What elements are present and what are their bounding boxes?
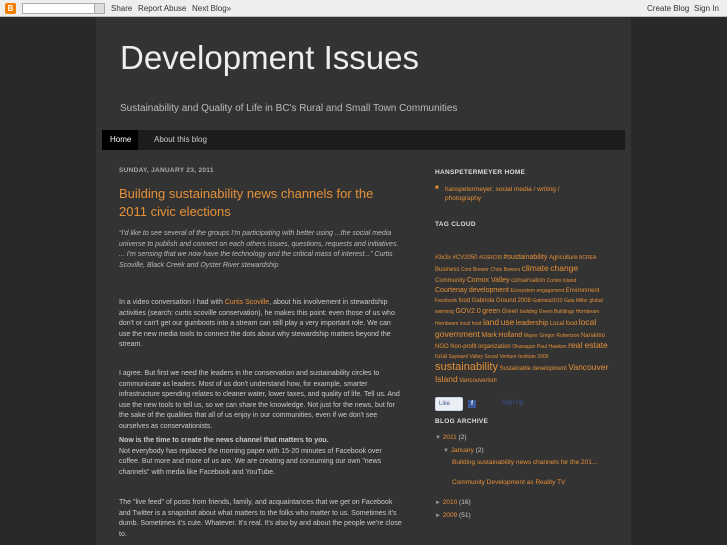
tag-link[interactable]: Ecosystem [510,288,535,295]
archive-month-january[interactable] [443,447,484,454]
blog-description: Sustainability and Quality of Life in BC's Rural and Small Town Communities [120,103,458,114]
archive-year-2011[interactable] [435,434,467,441]
tag-link[interactable]: Mark [481,331,497,339]
archive-year-label[interactable]: 2009 [442,512,458,519]
tag-link[interactable]: food [565,320,578,327]
tag-link[interactable]: Sayward [448,354,468,361]
tag-link[interactable]: land [482,316,500,327]
tag-link[interactable]: Gaia Miller [563,298,588,305]
tab-about[interactable]: About this blog [154,135,207,144]
tag-link[interactable]: development [532,365,567,372]
archive-count: (16) [459,499,471,506]
create-blog-link[interactable]: Create Blog [647,4,690,13]
archive-year-2010[interactable] [435,499,471,506]
tag-cloud [435,253,609,387]
tag-link[interactable]: Sustainable [499,365,531,372]
tag-link[interactable]: Island [562,277,577,284]
post-date: SUNDAY, JANUARY 23, 2011 [119,167,214,174]
quote-text: “I'd like to see several of the groups I'm participating with better using ...the social media universe to publish and connect on each others issues, questions, requests and initiatives. ... I'm sensing that we now have the technology and the critical mass of interest...” Curtis Scoville, Black Creek and Oyster River stewardship [119,230,399,269]
tag-link[interactable]: Vancouver Island [435,361,609,384]
post-paragraph-3 [119,436,404,478]
tag-link[interactable]: organization [478,344,511,351]
tag-link[interactable]: Paul [536,344,547,351]
tag-link[interactable]: Institute [518,354,536,361]
tag-link[interactable]: Nanaimo [580,332,605,339]
sidebar-home-item [435,185,595,203]
tag-link[interactable]: Courtenay [435,287,468,295]
archive-year-label[interactable]: 2010 [442,499,458,506]
hanspetermeyer-link[interactable]: hanspetermeyer: social media / writing / photography [445,186,560,202]
page-tabs [102,130,625,150]
p1-after: , about his involvement in stewardship activities (search: curtis scoville conservation), he makes this point: even those of us who don't or can't get our gumboots into a stream can still play a very important role. We can use the new media tools to connect the dots about why stewardship matters beyond the stream. [119,299,395,348]
tag-link[interactable]: Venture [499,354,517,361]
tag-link[interactable]: real estate [568,340,608,351]
tag-link[interactable]: Comox Valley [466,276,510,284]
post-paragraph-4: The "live feed" of posts from friends, family, and acquaintances that we get on Facebook and Twitter is a snapshot about what matters to the folks who matter to us. Sometimes it's dumb. Sometimes it's cute. Whatever. It's real. It's also by and about the people we're close to. [119,499,402,538]
search-input[interactable] [22,3,104,14]
tag-link[interactable]: Facebook [435,298,457,305]
blogger-navbar [0,0,727,17]
expand-down-icon[interactable]: ▼ [435,435,441,441]
tag-link[interactable]: conservation [511,277,546,284]
post-paragraph-1 [119,298,404,351]
archive-count: (2) [475,447,484,454]
tag-link[interactable]: Ground [495,298,516,305]
sidebar-home-heading [435,169,615,176]
tag-link[interactable]: change [550,262,579,273]
archive-year-2009[interactable] [435,512,471,519]
tag-link[interactable]: development [468,287,509,295]
tag-link[interactable]: Agriculture [548,255,578,261]
share-link[interactable]: Share [111,4,133,13]
tag-link[interactable]: local [459,320,471,327]
tag-link[interactable]: Chris [490,266,503,273]
tag-link[interactable]: #3x3x [435,255,452,261]
tag-link[interactable]: Social [484,354,498,361]
tag-link[interactable]: sustainability [435,360,498,373]
expand-right-icon[interactable]: ► [435,513,441,519]
tag-link[interactable]: Bowers [503,266,521,273]
tag-link[interactable]: Cont [460,266,472,273]
search-button[interactable] [94,3,105,14]
tag-link[interactable]: Gregor [539,332,555,339]
tag-link[interactable]: engagement [536,288,565,295]
next-blog-link[interactable]: Next Blog» [192,4,232,13]
archive-count: (2) [458,434,467,441]
post-title[interactable]: Building sustainability news channels for the 2011 civic elections [119,186,374,219]
tag-link[interactable]: #sustainability [503,254,548,261]
curtis-scoville-link[interactable]: Curtis Scoville [224,299,270,306]
blog-title[interactable]: Development Issues [120,39,419,76]
tag-link[interactable]: Green [501,308,519,315]
tag-link[interactable]: GOV2.0 [455,307,481,315]
tag-link[interactable]: food [458,298,471,305]
tab-home[interactable]: Home [102,130,138,150]
archive-month-label[interactable]: January [450,447,474,454]
tag-link[interactable]: Community [435,277,466,284]
tag-link[interactable]: Hornbeam [435,320,459,327]
p3-body: Not everybody has replaced the morning paper with 15-20 minutes of Facebook over coffee. But more and more of us are. We are creating and consuming our own "news channels" with media like Facebook and YouTube. [119,447,382,476]
tag-link[interactable]: Business [435,266,460,273]
tag-link[interactable]: use [500,316,515,327]
bullet-icon: ■ [435,185,439,191]
blog-outer [96,17,631,545]
tag-link[interactable]: global warming [435,298,603,315]
tag-link[interactable]: 2008 [517,298,531,305]
tag-link[interactable]: climate [521,262,549,273]
archive-heading: BLOG ARCHIVE [435,418,489,425]
tag-link[interactable]: Okanagan [512,344,536,351]
home-heading: HANSPETERMEYER HOME [435,169,526,176]
archive-year-label[interactable]: 2011 [442,434,457,441]
tag-link[interactable]: #CV2050 [452,255,478,261]
tag-link[interactable]: green [482,307,501,315]
facebook-signup-link[interactable]: Sign Up [502,400,524,406]
tag-link[interactable]: Non-profit [450,344,477,351]
archive-post-2[interactable]: Community Development as Reality TV [452,479,566,486]
archive-post-1[interactable]: Building sustainability news channels for the 201... [452,459,598,466]
tag-link[interactable]: local government [435,316,597,339]
facebook-like-button[interactable] [435,397,463,411]
tag-link[interactable]: Gabriola [471,298,495,305]
sign-in-link[interactable]: Sign In [694,4,719,13]
tag-link[interactable]: rural [435,354,448,361]
tag-link[interactable]: leadership [515,319,549,327]
tag-link[interactable]: Local [549,320,565,327]
sidebar-cloud-heading [435,221,615,228]
report-abuse-link[interactable]: Report Abuse [138,4,187,13]
sidebar-archive-heading [435,418,615,425]
archive-count: (51) [459,512,471,519]
tag-link[interactable]: Gabriola2010 [532,298,563,305]
post-quote [119,229,404,271]
tag-link[interactable]: #GSRC09 [479,255,502,261]
p3-heading: Now is the time to create the news channel that matters to you. [119,437,329,444]
tag-link[interactable]: Brewer [472,266,489,273]
tag-link[interactable]: BCREA [579,255,597,261]
tag-link[interactable]: 2009 [537,354,549,361]
post-paragraph-2: I agree. But first we need the leaders in the conservation and sustainability circles to communicate as leaders. Most of us don't understand how, for example, smarter infrastructure spending relates to cleaner water, lower taxes, and quality of life. Tell us. And use the new tools to tell us, so we can share the knowledge. Not just for the news, but for the sake of the qualities that all of us enjoy in our communities, even if we don't see ourselves as conservationists. [119,370,400,430]
like-label: Like [439,401,451,407]
tag-link[interactable]: Robertson [556,332,580,339]
tag-link[interactable]: Hornbeam [575,308,600,315]
tag-link[interactable]: Hawken [548,344,567,351]
tag-cloud-heading: TAG CLOUD [435,221,476,228]
tag-link[interactable]: NGO [435,344,449,351]
main-column [119,167,402,538]
tag-link[interactable]: Valley [469,354,483,361]
expand-right-icon[interactable]: ► [435,500,441,506]
p1-before: In a video conversation I had with [119,299,225,306]
tag-link[interactable]: Mayor [523,332,538,339]
expand-down-icon[interactable]: ▼ [443,448,449,454]
facebook-icon[interactable]: f [468,400,476,408]
tag-link[interactable]: Green Buildings [538,308,575,315]
tag-link[interactable]: Holland [498,331,523,339]
tag-link[interactable]: Vancouverism [459,377,497,384]
tag-link[interactable]: food [471,320,482,327]
tag-link[interactable]: Cortes [546,277,562,284]
tag-link[interactable]: building [519,308,538,315]
tag-link[interactable]: Environment [565,288,600,295]
blogger-logo-icon[interactable]: B [5,3,16,14]
